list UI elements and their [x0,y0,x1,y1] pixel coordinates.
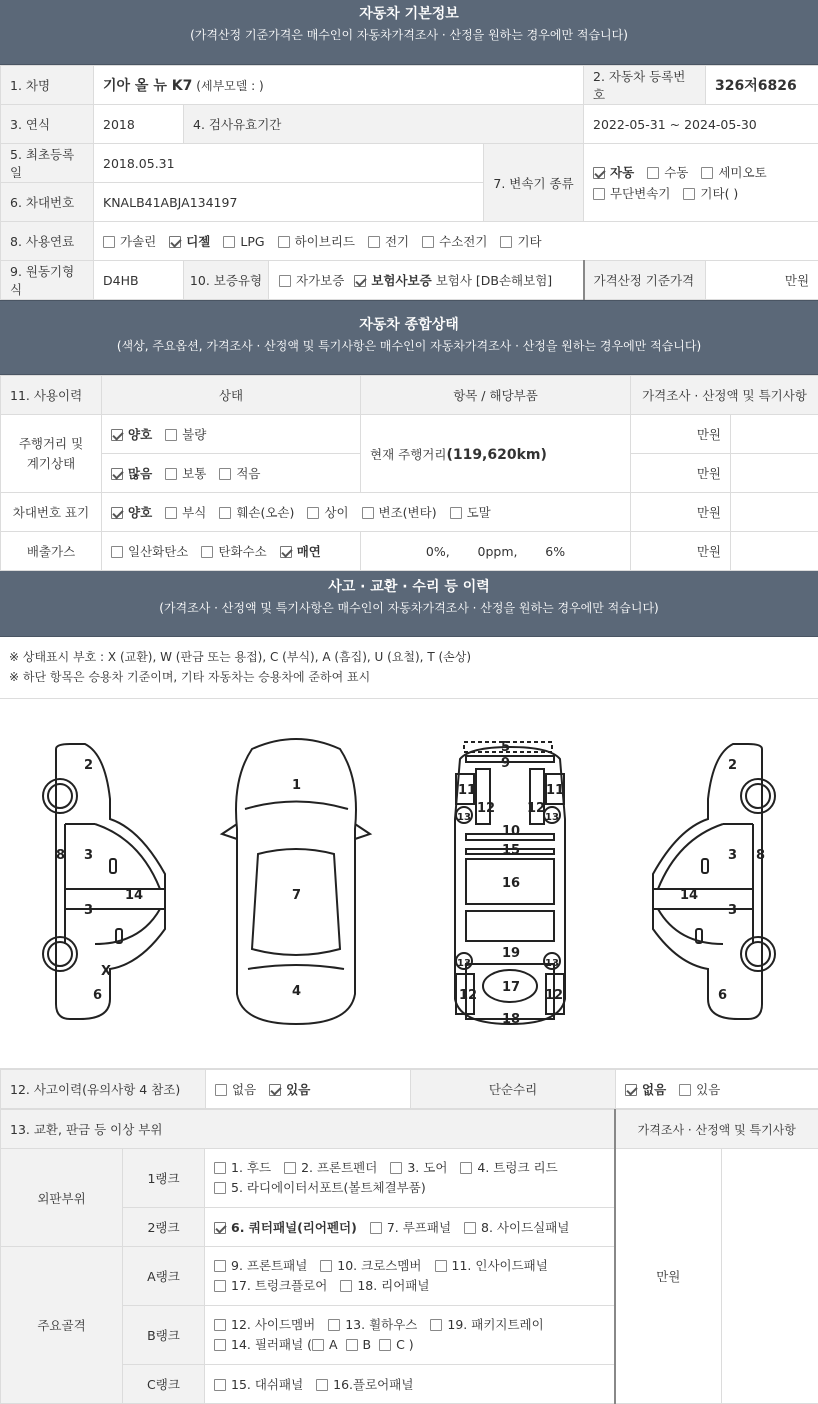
checkbox-option[interactable] [625,1080,666,1098]
checkbox-option[interactable] [165,503,206,521]
checkbox[interactable] [362,507,374,519]
price-unit: 만원 [706,261,818,300]
parts-price-unit: 만원 [615,1149,722,1404]
accident-table [0,1069,818,1109]
price-unit: 만원 [631,454,731,493]
checkbox-option[interactable] [103,232,156,250]
checkbox-option[interactable] [278,232,355,250]
checkbox[interactable] [219,468,231,480]
price-note [731,454,818,493]
checkbox-option[interactable] [316,1375,413,1393]
self-warranty-option[interactable]: 자가보증 [279,271,344,289]
checkbox-option[interactable] [450,503,491,521]
checkbox[interactable] [312,1339,324,1351]
checkbox[interactable] [214,1222,226,1234]
checkbox[interactable] [340,1280,352,1292]
checkbox[interactable] [111,429,123,441]
vin-mark-label: 차대번호 표기 [1,493,102,532]
rankA-options [205,1247,615,1306]
legend-line: ※ 하단 항목은 승용차 기준이며, 기타 자동차는 승용차에 준하여 표시 [9,667,809,687]
vin-label: 6. 차대번호 [1,183,94,222]
condition-header [0,300,818,375]
checkbox-option[interactable] [169,232,210,250]
part-num-top: 1 [292,778,301,793]
checkbox-label: 기타 [517,234,541,249]
checkbox-label: 11. 인사이드패널 [452,1258,548,1273]
checkbox-label: 적음 [236,466,260,481]
trans-auto-option[interactable]: 자동 [593,162,634,183]
inspection-label: 4. 검사유효기간 [184,105,584,144]
checkbox-label: 훼손(오손) [236,505,294,520]
emission-values: 0%, 0ppm, 6% [361,532,631,571]
checkbox-label: 상이 [324,505,348,520]
part-num-right: 2 [728,758,737,773]
checkbox-label: 19. 패키지트레이 [447,1317,543,1332]
part-num-top: 7 [292,888,301,903]
right-side-view [653,744,775,1019]
checkbox-option[interactable] [460,1158,557,1178]
checkbox-option[interactable] [368,232,409,250]
year-label: 3. 연식 [1,105,94,144]
checkbox-label: 2. 프론트펜더 [301,1160,377,1175]
section-title: 사고 · 교환 · 수리 등 이력 [0,576,818,598]
part-num-left: 2 [84,758,93,773]
checkbox-label: 탄화수소 [218,544,266,559]
checkbox-label: 양호 [128,505,152,520]
checkbox[interactable] [280,546,292,558]
checkbox-option[interactable] [340,1276,429,1296]
part-num-under: 12 [545,988,563,1003]
part-num-right: 8 [756,848,765,863]
section-subtitle: (색상, 주요옵션, 가격조사 · 산정액 및 특기사항은 매수인이 자동차가격조사 · 산정을 원하는 경우에만 적습니다) [0,336,818,356]
checkbox-option[interactable] [219,503,294,521]
part-num-under: 13 [545,958,559,969]
checkbox-option[interactable] [111,503,152,521]
checkbox-option[interactable] [165,425,206,443]
transmission-label: 7. 변속기 종류 [484,144,584,222]
checkbox[interactable] [679,1084,691,1096]
checkbox-label: 5. 라디에이터서포트(볼트체결부품) [231,1180,426,1195]
checkbox-option[interactable] [214,1276,327,1296]
checkbox-option[interactable] [223,234,264,249]
checkbox-label: 불량 [182,427,206,442]
price-unit: 만원 [631,415,731,454]
checkbox-label: 전기 [385,234,409,249]
warranty-label: 10. 보증유형 [184,261,269,299]
status-mark-x: X [101,964,111,979]
part-num-under: 13 [457,812,471,823]
checkbox-label: 4. 트렁크 리드 [477,1160,557,1175]
checkbox-label: 양호 [128,427,152,442]
rankB-label: B랭크 [123,1306,205,1365]
checkbox[interactable] [307,507,319,519]
price-note [731,493,818,532]
parts-note-label: 가격조사 · 산정액 및 특기사항 [615,1110,818,1149]
reg-number: 326저6826 [706,66,818,105]
checkbox-label: 3. 도어 [407,1160,447,1175]
part-num-left: 8 [56,848,65,863]
rankC-label: C랭크 [123,1365,205,1404]
price-unit: 만원 [631,493,731,532]
engine-value: D4HB [94,261,184,300]
reg-number-label: 2. 자동차 등록번호 [584,66,706,105]
simple-repair-label: 단순수리 [411,1070,616,1109]
rankA-label: A랭크 [123,1247,205,1306]
car-diagram [0,699,818,1069]
checkbox[interactable] [284,1162,296,1174]
checkbox-label: 17. 트렁크플로어 [231,1278,327,1293]
part-num-under: 12 [527,801,545,816]
checkbox[interactable] [683,188,695,200]
checkbox-label: 13. 휠하우스 [345,1317,417,1332]
checkbox-label: 도말 [467,505,491,520]
part-num-under: 15 [502,843,520,858]
checkbox[interactable] [328,1319,340,1331]
checkbox[interactable] [111,507,123,519]
warranty-cell [184,261,584,300]
trans-manual-option[interactable]: 수동 [647,162,688,183]
checkbox-option[interactable] [500,232,541,250]
car-diagram-svg [0,699,818,1069]
mileage-state [102,454,361,493]
checkbox-option[interactable] [111,464,152,482]
checkbox[interactable] [214,1260,226,1272]
part-num-right: 3 [728,848,737,863]
checkbox[interactable] [214,1379,226,1391]
vin-mark-state [102,493,631,532]
checkbox-option[interactable] [435,1256,548,1276]
price-label: 가격산정 기준가격 [584,261,706,300]
checkbox-option[interactable] [328,1315,417,1335]
checkbox-option[interactable] [201,542,266,560]
price-note [731,415,818,454]
checkbox-option[interactable] [165,464,206,482]
checkbox[interactable] [214,1182,226,1194]
checkbox-label: 보통 [182,466,206,481]
checkbox[interactable] [320,1260,332,1272]
part-num-under: 19 [502,946,520,961]
checkbox[interactable] [165,468,177,480]
checkbox-option[interactable] [422,232,487,250]
checkbox-label: 9. 프론트패널 [231,1258,307,1273]
checkbox-label: 일산화탄소 [128,544,188,559]
checkbox[interactable] [165,429,177,441]
transmission-options [584,144,818,222]
checkbox[interactable] [223,236,235,248]
rankC-options [205,1365,615,1404]
checkbox[interactable] [269,1084,281,1096]
accident-header [0,571,818,637]
checkbox-label: 7. 루프패널 [387,1220,451,1235]
part-num-left: 3 [84,903,93,918]
rank2-options [205,1208,615,1247]
checkbox-option[interactable] [214,1256,307,1276]
checkbox-label: 있음 [286,1082,310,1097]
part-num-under: 10 [502,824,520,839]
accident-label: 12. 사고이력(유의사항 4 참조) [1,1070,206,1109]
checkbox[interactable] [625,1084,637,1096]
first-reg-label: 5. 최초등록일 [1,144,94,183]
checkbox-label: 하이브리드 [295,234,355,249]
checkbox-option[interactable] [215,1080,256,1098]
checkbox[interactable] [390,1162,402,1174]
checkbox-option[interactable] [214,1218,357,1236]
checkbox-label: 10. 크로스멤버 [337,1258,421,1273]
insurer-warranty-option[interactable]: 보험사보증 보험사 [DB손해보험] [354,273,552,288]
year-value: 2018 [94,105,184,144]
col-price-notes: 가격조사 · 산정액 및 특기사항 [631,376,818,415]
part-num-under: 11 [546,783,564,798]
checkbox[interactable] [368,236,380,248]
part-num-under: 5 [501,740,510,755]
checkbox[interactable] [379,1339,391,1351]
checkbox[interactable] [435,1260,447,1272]
rank1-options [205,1149,615,1208]
checkbox-option[interactable] [214,1158,271,1178]
checkbox-option[interactable] [430,1315,543,1335]
col-state: 상태 [102,376,361,415]
checkbox[interactable] [201,546,213,558]
checkbox[interactable] [219,507,231,519]
checkbox[interactable] [316,1379,328,1391]
part-num-under: 17 [502,980,520,995]
checkbox[interactable] [354,275,366,287]
checkbox-label: 8. 사이드실패널 [481,1220,569,1235]
part-num-under: 13 [545,812,559,823]
basic-info-header [0,0,818,65]
checkbox-label: 없음 [232,1082,256,1097]
mileage-label: 주행거리 및 계기상태 [1,415,102,493]
checkbox[interactable] [278,236,290,248]
checkbox[interactable] [464,1222,476,1234]
checkbox-option[interactable] [219,464,260,482]
checkbox[interactable] [111,546,123,558]
checkbox[interactable] [111,468,123,480]
checkbox[interactable] [647,167,659,179]
checkbox-label: 15. 대쉬패널 [231,1377,303,1392]
checkbox[interactable] [103,236,115,248]
checkbox[interactable] [500,236,512,248]
section-subtitle: (가격조사 · 산정액 및 특기사항은 매수인이 자동차가격조사 · 산정을 원하는 경우에만 적습니다) [0,598,818,618]
part-num-left: 3 [84,848,93,863]
parts-table [0,1109,818,1404]
emission-state [102,532,361,571]
checkbox-label: 매연 [297,544,321,559]
col-items: 항목 / 해당부품 [361,376,631,415]
gauge-state [102,415,361,454]
first-reg-value: 2018.05.31 [94,144,484,183]
checkbox[interactable] [214,1280,226,1292]
emission-label: 배출가스 [1,532,102,571]
checkbox-option[interactable] [214,1315,315,1335]
checkbox-label: 디젤 [186,234,210,249]
checkbox-option[interactable] [679,1080,720,1098]
checkbox-label: 16.플로어패널 [333,1377,413,1392]
part-num-left: 14 [125,888,143,903]
checkbox[interactable] [214,1319,226,1331]
part-num-under: 9 [501,756,510,771]
part-num-top: 4 [292,984,301,999]
part-num-under: 18 [502,1012,520,1027]
parts-label: 13. 교환, 판금 등 이상 부위 [1,1110,615,1149]
checkbox-option[interactable] [284,1158,377,1178]
condition-table [0,375,818,571]
trans-cvt-option[interactable]: 무단변속기 [593,183,670,204]
checkbox[interactable] [215,1084,227,1096]
price-unit: 만원 [631,532,731,571]
mileage-value: (119,620km) [446,447,546,463]
checkbox[interactable] [165,507,177,519]
trans-other-option[interactable]: 기타( ) [683,183,738,204]
rank1-label: 1랭크 [123,1149,205,1208]
trans-semi-option[interactable]: 세미오토 [701,162,766,183]
part-num-under: 12 [459,988,477,1003]
checkbox[interactable] [593,188,605,200]
engine-label: 9. 원동기형식 [1,261,94,300]
legend-line: ※ 상태표시 부호 : X (교환), W (판금 또는 용접), C (부식), A (흠집), U (요철), T (손상) [9,647,809,667]
checkbox-option[interactable] [214,1178,426,1198]
frame-label: 주요골격 [1,1247,123,1404]
car-name-cell [94,66,584,105]
checkbox[interactable] [346,1339,358,1351]
legend-notes [0,637,818,699]
checkbox-label: 부식 [182,505,206,520]
checkbox-option[interactable] [111,425,152,443]
checkbox-label: 많음 [128,466,152,481]
price-note [731,532,818,571]
accident-options [206,1070,411,1109]
checkbox-label: 12. 사이드멤버 [231,1317,315,1332]
basic-info-table [0,65,818,300]
car-name: 기아 올 뉴 K7 [103,78,192,94]
checkbox-option[interactable] [390,1158,447,1178]
part-num-left: 6 [93,988,102,1003]
checkbox-label: 수소전기 [439,234,487,249]
part-num-under: 13 [457,958,471,969]
rank2-label: 2랭크 [123,1208,205,1247]
pillar-option[interactable]: 14. 필러패널 ( [214,1335,312,1355]
checkbox-label: 18. 리어패널 [357,1278,429,1293]
checkbox[interactable] [214,1162,226,1174]
outer-panel-label: 외판부위 [1,1149,123,1247]
rankB-options: 12. 사이드멤버 13. 휠하우스 19. 패키지트레이 14. 필러패널 ( A B C ) [205,1306,615,1365]
inspection-value: 2022-05-31 ~ 2024-05-30 [584,105,818,144]
checkbox-option[interactable] [111,542,188,560]
section-title: 자동차 기본정보 [0,3,818,25]
car-name-label: 1. 차명 [1,66,94,105]
checkbox[interactable] [169,236,181,248]
checkbox-option[interactable] [280,542,321,560]
checkbox-option[interactable] [269,1080,310,1098]
simple-repair-options [616,1070,818,1109]
checkbox[interactable] [430,1319,442,1331]
fuel-options [94,222,818,261]
checkbox-label: 변조(변타) [379,505,437,520]
checkbox-option[interactable] [320,1256,421,1276]
diagram-labels [56,740,765,1027]
part-num-right: 6 [718,988,727,1003]
checkbox[interactable] [279,275,291,287]
mileage-cell [361,415,631,493]
car-submodel: (세부모델 : ) [196,79,263,93]
checkbox-label: 6. 쿼터패널(리어펜더) [231,1220,357,1235]
checkbox[interactable] [370,1222,382,1234]
checkbox[interactable] [460,1162,472,1174]
section-subtitle: (가격산정 기준가격은 매수인이 자동차가격조사 · 산정을 원하는 경우에만 적습니다) [0,25,818,45]
col-usage: 11. 사용이력 [1,376,102,415]
part-num-under: 16 [502,876,520,891]
checkbox[interactable] [214,1339,226,1351]
part-num-under: 11 [458,783,476,798]
checkbox[interactable] [422,236,434,248]
part-num-under: 12 [477,801,495,816]
parts-note [722,1149,818,1404]
checkbox-option[interactable] [370,1218,451,1236]
fuel-label: 8. 사용연료 [1,222,94,261]
checkbox[interactable] [593,167,605,179]
part-num-right: 14 [680,888,698,903]
checkbox-label: 1. 후드 [231,1160,271,1175]
vin-value: KNALB41ABJA134197 [94,183,484,222]
checkbox-label: 있음 [696,1082,720,1097]
mileage-text: 현재 주행거리 [370,447,446,462]
section-title: 자동차 종합상태 [0,314,818,336]
checkbox-option[interactable] [307,503,348,521]
checkbox-option[interactable] [214,1375,303,1393]
checkbox-option[interactable] [362,503,437,521]
checkbox-label: 가솔린 [120,234,156,249]
checkbox-option[interactable] [464,1218,569,1236]
checkbox-label: 없음 [642,1082,666,1097]
checkbox-label: LPG [240,234,264,249]
checkbox[interactable] [450,507,462,519]
checkbox[interactable] [701,167,713,179]
part-num-right: 3 [728,903,737,918]
